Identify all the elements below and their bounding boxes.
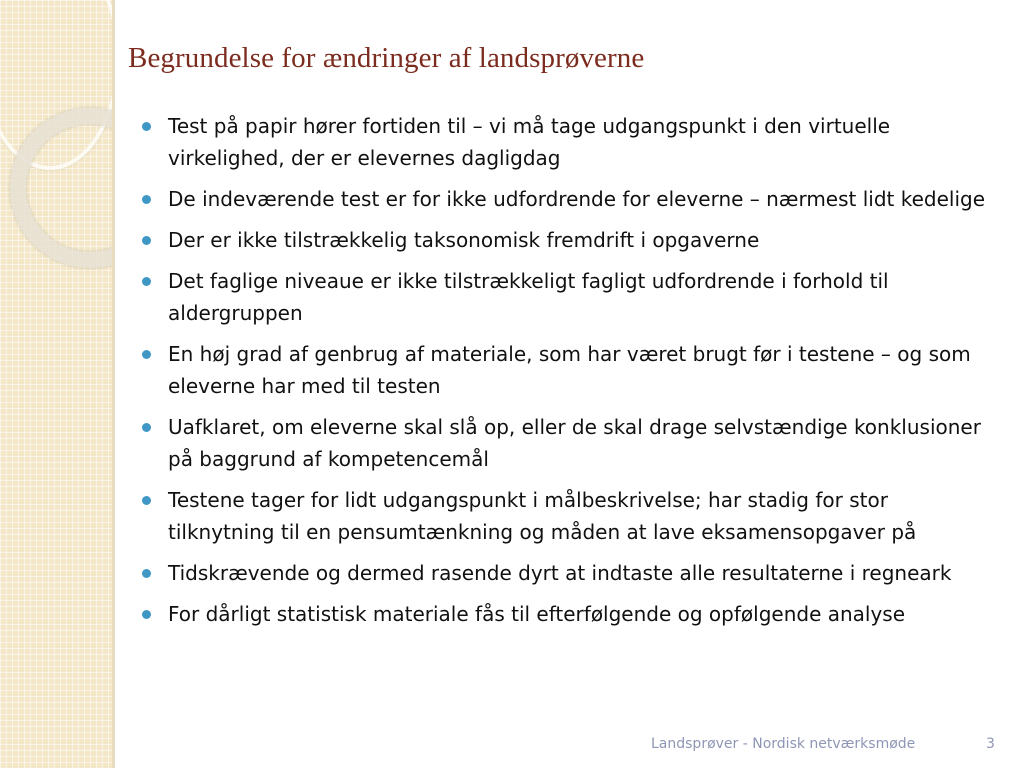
bullet-text: Testene tager for lidt udgangspunkt i målbeskrivelse; har stadig for stor tilknytning til en pensumtænkning og måden at lave eksamensopgaver på — [168, 488, 917, 544]
slide-footer: Landsprøver - Nordisk netværksmøde — [651, 736, 916, 752]
page-number: 3 — [986, 736, 995, 752]
bullet-dot-icon — [142, 195, 151, 204]
bullet-item — [140, 557, 1000, 589]
bullet-list — [140, 110, 1000, 639]
bullet-item — [140, 224, 1000, 256]
bullet-dot-icon — [142, 610, 151, 619]
bullet-dot-icon — [142, 569, 151, 578]
bullet-text: Uafklaret, om eleverne skal slå op, eller de skal drage selvstændige konklusioner på baggrund af kompetencemål — [168, 415, 981, 471]
bullet-item — [140, 183, 1000, 215]
bullet-text: En høj grad af genbrug af materiale, som har været brugt før i testene – og som eleverne har med til testen — [168, 342, 971, 398]
slide-title: Begrundelse for ændringer af landsprøverne — [128, 42, 645, 74]
bullet-item — [140, 598, 1000, 630]
bullet-dot-icon — [142, 277, 151, 286]
sidebar-divider — [112, 0, 115, 768]
bullet-dot-icon — [142, 423, 151, 432]
bullet-item — [140, 110, 1000, 174]
bullet-text: Test på papir hører fortiden til – vi må tage udgangspunkt i den virtuelle virkelighed, der er elevernes dagligdag — [168, 114, 891, 170]
bullet-dot-icon — [142, 496, 151, 505]
bullet-text: For dårligt statistisk materiale fås til efterfølgende og opfølgende analyse — [168, 602, 906, 626]
bullet-item — [140, 338, 1000, 402]
bullet-text: De indeværende test er for ikke udfordrende for eleverne – nærmest lidt kedelige — [168, 187, 986, 211]
bullet-text: Der er ikke tilstrækkelig taksonomisk fremdrift i opgaverne — [168, 228, 760, 252]
bullet-dot-icon — [142, 236, 151, 245]
bullet-item — [140, 265, 1000, 329]
decorative-sidebar — [0, 0, 114, 768]
bullet-item — [140, 411, 1000, 475]
bullet-dot-icon — [142, 122, 151, 131]
bullet-text: Det faglige niveaue er ikke tilstrækkeligt fagligt udfordrende i forhold til aldergruppen — [168, 269, 889, 325]
bullet-item — [140, 484, 1000, 548]
bullet-text: Tidskrævende og dermed rasende dyrt at indtaste alle resultaterne i regneark — [168, 561, 952, 585]
bullet-dot-icon — [142, 350, 151, 359]
